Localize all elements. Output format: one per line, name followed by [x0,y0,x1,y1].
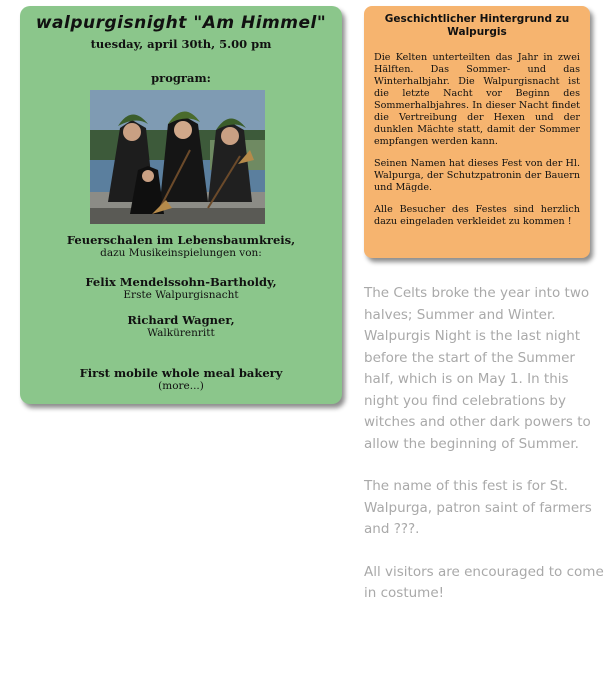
event-title: walpurgisnight "Am Himmel" [35,13,327,33]
event-date: tuesday, april 30th, 5.00 pm [90,37,272,51]
history-paragraph: Die Kelten unterteilten das Jahr in zwei Hälften. Das Sommer- und das Winterhalbjahr. Die Walpurgisnacht ist die letzte Nacht vor Beginn des Sommerhalbjahres. In dieser Nacht findet die Vertreibung der Hexen und der dunklen Mächte statt, damit der Sommer empfangen werden kann. [374,52,580,147]
program-item-title: Felix Mendelssohn-Bartholdy, [85,275,277,289]
event-card [20,6,342,404]
program-label: program: [151,71,211,85]
witches-photo [90,90,265,224]
history-paragraph: Seinen Namen hat dieses Fest von der Hl. Walpurga, der Schutzpatronin der Bauern und Mägde. [374,158,580,193]
history-body [374,52,580,238]
program-item-title: Richard Wagner, [127,313,235,327]
english-translation [364,283,604,626]
history-card [364,6,590,258]
program-item-title: First mobile whole meal bakery [79,366,283,380]
history-title: Geschichtlicher Hintergrund zu Walpurgis [384,13,570,38]
english-paragraph: The Celts broke the year into two halves; Summer and Winter. Walpurgis Night is the last night before the start of the Summer half, which is on May 1. In this night you find celebrations by witches and other dark powers to allow the beginning of Summer. [364,285,591,452]
history-paragraph: Alle Besucher des Festes sind herzlich dazu eingeladen verkleidet zu kommen ! [374,204,580,227]
program-item-detail: Walkürenritt [147,327,215,339]
english-paragraph: The name of this fest is for St. Walpurga, patron saint of farmers and ???. [364,478,592,537]
program-item [20,276,342,302]
more-link[interactable]: (more...) [158,380,204,392]
program-item-detail: dazu Musikeinspielungen von: [100,247,262,259]
program-item-title: Feuerschalen im Lebensbaumkreis, [66,233,296,247]
witches-photo-illustration [90,90,265,224]
program-item [20,234,342,260]
english-paragraph: All visitors are encouraged to come in costume! [364,563,604,601]
program-item-detail: Erste Walpurgisnacht [123,289,239,301]
program-item [20,314,342,340]
program-item [20,367,342,393]
